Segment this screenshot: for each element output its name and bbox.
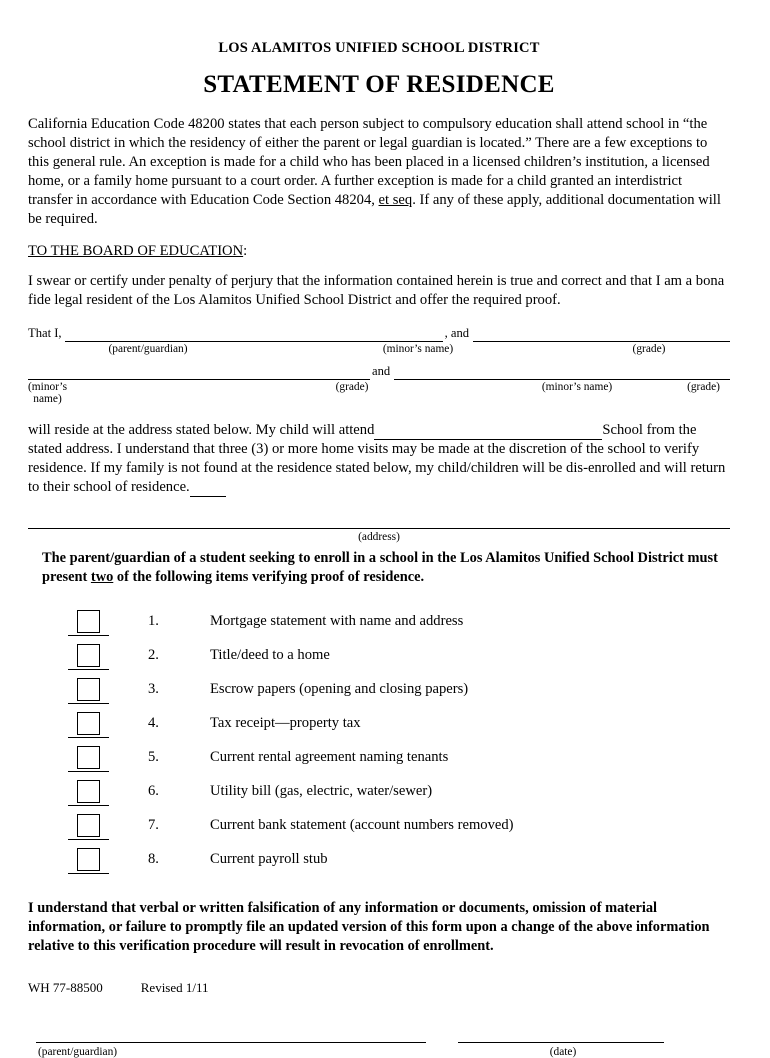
residence-paragraph [28,421,730,497]
proof-checkbox-8[interactable] [77,848,100,871]
item-label: Current payroll stub [210,851,328,868]
caption-grade-2: (grade) [335,380,369,393]
district-heading: LOS ALAMITOS UNIFIED SCHOOL DISTRICT [218,40,540,56]
caption-grade-1: (grade) [632,342,666,355]
list-item [28,843,730,877]
checkbox-cell [28,814,148,837]
signature-captions [28,1046,730,1058]
requirement-text-a: The parent/guardian of a student seeking to enroll in a school in the Los Alamitos Unified School District must present [42,549,718,585]
parent-signature-field[interactable] [36,1030,426,1043]
proof-checkbox-3[interactable] [77,678,100,701]
caption-parent-guardian: (parent/guardian) [108,342,188,355]
checkbox-cell [28,746,148,769]
list-item [28,809,730,843]
item-number: 4. [148,715,159,732]
intro-paragraph-text: California Education Code 48200 states that each person subject to compulsory education shall attend school in “the school district in which the residency of either the parent or legal guardian is located.” There are a few exceptions to this general rule. An exception is made for a child who has been placed in a licensed children’s institution, a licensed home, or a family home pursuant to a court order. A further exception is made for a child granted an interdistrict transfer in accordance with Education Code Section 48204, [28,116,710,208]
address-field[interactable] [28,527,730,529]
minor-name-field-3[interactable] [394,366,730,380]
form-number: WH 77-88500 [28,980,103,995]
list-item [28,707,730,741]
checkbox-cell [28,610,148,633]
caption-minor-name-2: (minor’s name) [28,380,68,405]
board-colon: : [243,242,248,259]
list-item [28,639,730,673]
and-comma-label: , and [444,325,470,340]
list-item [28,605,730,639]
minor-name-field-1[interactable] [473,328,730,342]
names-row-2 [28,364,730,380]
date-field[interactable] [458,1030,664,1043]
names-row-1 [28,326,730,342]
caption-grade-3: (grade) [687,380,720,393]
item-label: Current rental agreement naming tenants [210,749,449,766]
parent-guardian-field[interactable] [65,328,443,342]
item-label: Tax receipt—property tax [210,715,361,732]
caption-gap [428,1046,460,1058]
intro-paragraph [28,115,730,229]
that-i-label: That I, [28,325,62,340]
checkbox-cell [28,780,148,803]
residence-text-before: will reside at the address stated below. My child will attend [28,421,375,438]
requirement-paragraph [42,549,730,587]
item-number: 7. [148,817,159,834]
proof-checkbox-6[interactable] [77,780,100,803]
caption-minor-name-1: (minor’s name) [382,342,454,355]
item-number: 5. [148,749,159,766]
checkbox-cell [28,644,148,667]
item-label: Current bank statement (account numbers removed) [210,817,514,834]
item-label: Utility bill (gas, electric, water/sewer) [210,783,433,800]
swear-paragraph: I swear or certify under penalty of perjury that the information contained herein is true and correct and that I am a bona fide legal resident of the Los Alamitos Unified School District and offer the required proof. [28,272,725,308]
names-captions-row-2 [28,381,730,405]
caption-parent-signature: (parent/guardian) [38,1045,118,1058]
page-title: STATEMENT OF RESIDENCE [203,71,555,98]
proof-checkbox-4[interactable] [77,712,100,735]
list-item [28,673,730,707]
item-label: Mortgage statement with name and address [210,613,464,630]
caption-address: (address) [358,530,400,543]
caption-minor-name-3: (minor’s name) [541,380,613,393]
board-of-education-heading [28,243,730,260]
proof-checkbox-2[interactable] [77,644,100,667]
list-item [28,741,730,775]
requirement-two-word: two [90,568,114,585]
footer [28,980,209,996]
item-number: 8. [148,851,159,868]
item-number: 1. [148,613,159,630]
initials-field[interactable] [190,483,226,497]
proof-checkbox-5[interactable] [77,746,100,769]
item-number: 3. [148,681,159,698]
proof-checkbox-1[interactable] [77,610,100,633]
names-captions-row-1 [28,343,730,355]
intro-paragraph-end: . If any of these apply, additional documentation will be required. [28,191,721,227]
caption-date: (date) [549,1045,577,1058]
board-label: TO THE BOARD OF EDUCATION [28,242,244,259]
minor-name-field-2[interactable] [28,366,258,380]
item-label: Escrow papers (opening and closing papers) [210,681,469,698]
proof-items-list [28,605,730,877]
list-item [28,775,730,809]
requirement-text-b: of the following items verifying proof of residence. [113,568,425,585]
checkbox-cell [28,848,148,871]
understanding-paragraph: I understand that verbal or written falsification of any information or documents, omission of material information, or failure to promptly file an updated version of this form upon a change of the above information relative to this verification procedure will result in revocation of enrollment. [28,899,710,954]
proof-checkbox-7[interactable] [77,814,100,837]
item-label: Title/deed to a home [210,647,330,664]
school-name-field[interactable] [374,426,602,440]
item-number: 6. [148,783,159,800]
checkbox-cell [28,678,148,701]
signature-area [28,1030,730,1043]
revision-date: Revised 1/11 [140,980,209,995]
residence-text-after: School from the stated address. I understand that three (3) or more home visits may be made at the discretion of the school to verify residence. If my family is not found at the residence stated below, my child/children will be dis-enrolled and will return to their school of residence. [28,421,726,495]
et-seq-text: et seq [378,191,413,208]
checkbox-cell [28,712,148,735]
item-number: 2. [148,647,159,664]
and-word-label: and [372,363,391,378]
grade-field-2[interactable] [258,366,370,380]
